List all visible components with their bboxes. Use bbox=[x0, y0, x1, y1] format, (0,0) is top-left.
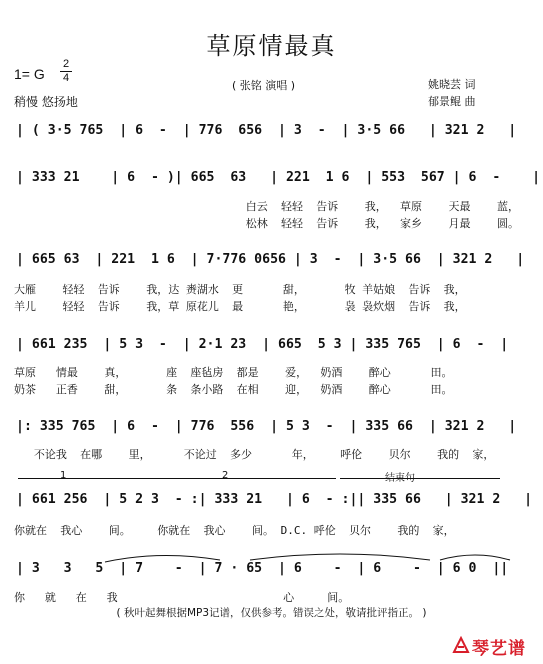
first-ending-bracket bbox=[18, 478, 198, 479]
coda-bracket bbox=[340, 478, 500, 479]
lyric-row-3-verse-2: 羊儿 轻轻 告诉 我，草 原花儿 最 艳， 袅 袅炊烟 告诉 我， bbox=[14, 300, 466, 313]
lyric-row-4-verse-1: 草原 情最 真， 座 座毡房 都是 爱， 奶酒 醉心 田。 bbox=[14, 366, 453, 379]
lyric-row-6: 你就在 我心 间。 你就在 我心 间。 D.C. 呼伦 贝尔 我的 家， bbox=[14, 524, 455, 537]
first-ending-label: 1 bbox=[60, 470, 67, 481]
score-row-5: |: 335 765 | 6 - | 776 556 | 5 3 - | 335 66 | 321 2 | bbox=[16, 419, 517, 434]
score-row-7: | 3 3 5 | 7 - | 7 · 65 | 6 - | 6 - | 6 0 || bbox=[16, 561, 509, 576]
lyric-row-5: 不论我 在哪 里， 不论过 多少 年， 呼伦 贝尔 我的 家， bbox=[14, 448, 495, 461]
score-row-2: | 333 21 | 6 - )| 665 63 | 221 1 6 | 553 567 | 6 - | bbox=[16, 170, 541, 185]
site-logo: 琴艺谱 bbox=[472, 639, 526, 659]
second-ending-bracket bbox=[186, 478, 336, 479]
lyric-row-7: 你 就 在 我 心 间。 bbox=[14, 591, 350, 604]
footer-note: ( 秋叶起舞根据MP3记谱，仅供参考。错误之处，敬请批评指正。 ) bbox=[116, 607, 427, 619]
tempo-marking: 稍慢 悠扬地 bbox=[14, 95, 78, 109]
composer-credit: 郁景鲲 曲 bbox=[428, 95, 476, 108]
second-ending-label: 2 bbox=[222, 470, 229, 481]
coda-label: 结束句 bbox=[385, 473, 415, 484]
time-signature-top: 2 bbox=[62, 58, 70, 70]
lyric-row-2-verse-1: 白云 轻轻 告诉 我， 草原 天最 蓝， bbox=[14, 200, 519, 213]
page-title: 草原情最真 bbox=[206, 32, 337, 60]
lyric-row-2-verse-2: 松林 轻轻 告诉 我， 家乡 月最 圆。 bbox=[14, 217, 519, 230]
lyricist-credit: 姚晓芸 词 bbox=[428, 78, 476, 91]
time-signature-bottom: 4 bbox=[62, 72, 70, 84]
lyric-row-4-verse-2: 奶茶 正香 甜， 条 条小路 在相 迎， 奶酒 醉心 田。 bbox=[14, 383, 453, 396]
tie-arcs bbox=[100, 548, 520, 566]
score-row-6: | 661 256 | 5 2 3 - :| 333 21 | 6 - :|| 335 66 | 321 2 | bbox=[16, 492, 533, 507]
time-signature bbox=[60, 59, 72, 84]
key-signature: 1= G bbox=[14, 66, 45, 82]
score-row-1: | ( 3·5 765 | 6 - | 776 656 | 3 - | 3·5 66 | 321 2 | bbox=[16, 123, 517, 138]
logo-icon bbox=[452, 636, 470, 654]
score-row-3: | 665 63 | 221 1 6 | 7·776 0656 | 3 - | 3·5 66 | 321 2 | bbox=[16, 252, 525, 267]
score-row-4: | 661 235 | 5 3 - | 2·1 23 | 665 5 3 | 335 765 | 6 - | bbox=[16, 337, 509, 352]
singer-credit: ( 张铭 演唱 ) bbox=[232, 79, 296, 92]
lyric-row-3-verse-1: 大雁 轻轻 告诉 我，达 赉湖水 更 甜， 牧 羊姑娘 告诉 我， bbox=[14, 283, 466, 296]
